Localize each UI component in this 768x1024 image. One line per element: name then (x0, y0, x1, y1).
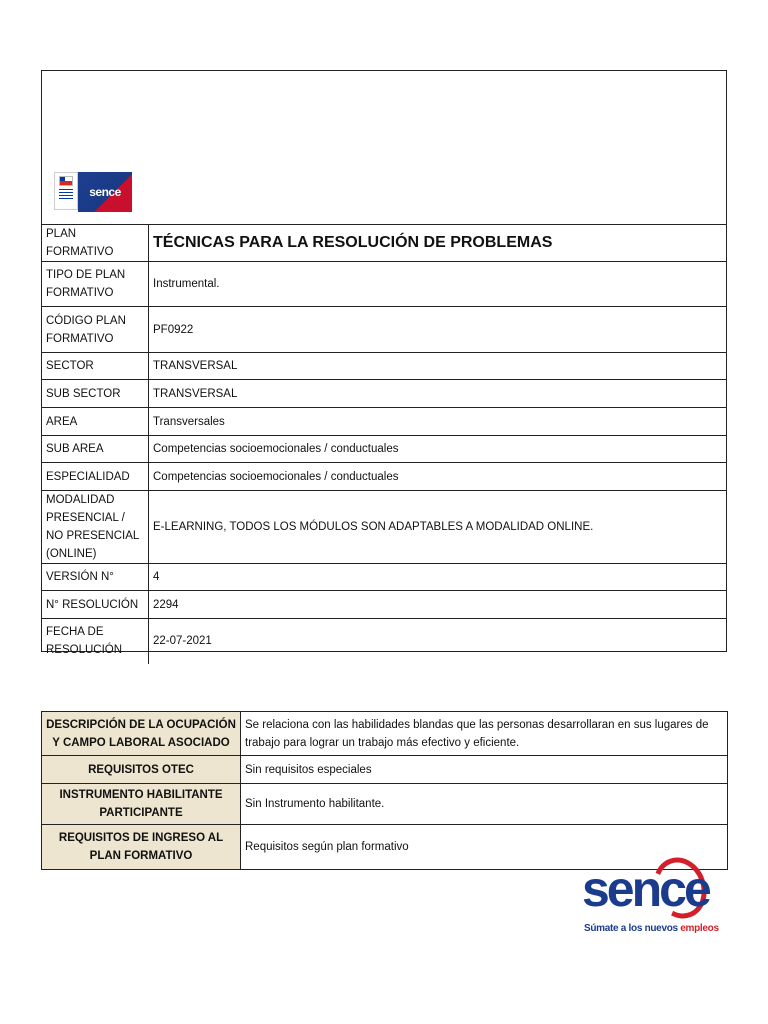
row-label: VERSIÓN N° (42, 564, 149, 591)
table-row (42, 408, 726, 436)
row-value: TRANSVERSAL (149, 353, 727, 380)
row-value: Competencias socioemocionales / conductuales (149, 463, 727, 491)
row-value: 22-07-2021 (149, 619, 727, 664)
detail-label: REQUISITOS OTEC (42, 756, 241, 784)
row-value: Instrumental. (149, 262, 727, 307)
row-label: SUB AREA (42, 436, 149, 463)
table-row (42, 491, 726, 564)
plan-info-table (42, 224, 726, 664)
sence-logo-large (580, 855, 719, 941)
detail-value: Se relaciona con las habilidades blandas que las personas desarrollaran en sus lugares de trabajo para lograr un trabajo más efectivo y eficiente. (241, 712, 728, 756)
row-value: E-LEARNING, TODOS LOS MÓDULOS SON ADAPTABLES A MODALIDAD ONLINE. (149, 491, 727, 564)
table-row (42, 353, 726, 380)
row-label: ESPECIALIDAD (42, 463, 149, 491)
sence-wordmark: sence (582, 861, 709, 917)
header-logos (54, 172, 132, 212)
row-label: N° RESOLUCIÓN (42, 591, 149, 619)
detail-value: Requisitos según plan formativo (241, 825, 728, 870)
sence-logo-small: sence (78, 172, 132, 212)
row-label: AREA (42, 408, 149, 436)
row-label: SUB SECTOR (42, 380, 149, 408)
detail-value: Sin requisitos especiales (241, 756, 728, 784)
table-row (42, 564, 726, 591)
plan-title: TÉCNICAS PARA LA RESOLUCIÓN DE PROBLEMAS (149, 225, 727, 262)
row-label: FECHA DE RESOLUCIÓN (42, 619, 149, 664)
table-row (42, 591, 726, 619)
table-row (42, 712, 728, 756)
government-logo-icon (54, 172, 78, 210)
row-value: Transversales (149, 408, 727, 436)
detail-value: Sin Instrumento habilitante. (241, 784, 728, 825)
detail-label: REQUISITOS DE INGRESO AL PLAN FORMATIVO (42, 825, 241, 870)
row-label: MODALIDAD PRESENCIAL / NO PRESENCIAL (ONLINE) (42, 491, 149, 564)
row-label: CÓDIGO PLAN FORMATIVO (42, 307, 149, 353)
table-row (42, 380, 726, 408)
table-row (42, 784, 728, 825)
details-table (41, 711, 728, 870)
table-row (42, 225, 726, 262)
row-value: 2294 (149, 591, 727, 619)
tagline-highlight: empleos (680, 923, 719, 934)
row-label: PLAN FORMATIVO (42, 225, 149, 262)
table-row (42, 436, 726, 463)
plan-info-frame (41, 70, 727, 657)
row-label: SECTOR (42, 353, 149, 380)
detail-label: INSTRUMENTO HABILITANTE PARTICIPANTE (42, 784, 241, 825)
sence-tagline (584, 923, 719, 934)
detail-label: DESCRIPCIÓN DE LA OCUPACIÓN Y CAMPO LABORAL ASOCIADO (42, 712, 241, 756)
table-row (42, 262, 726, 307)
row-value: TRANSVERSAL (149, 380, 727, 408)
row-value: Competencias socioemocionales / conductuales (149, 436, 727, 463)
row-value: PF0922 (149, 307, 727, 353)
table-row (42, 463, 726, 491)
table-row (42, 756, 728, 784)
row-label: TIPO DE PLAN FORMATIVO (42, 262, 149, 307)
table-row (42, 307, 726, 353)
table-row (42, 619, 726, 664)
tagline-prefix: Súmate a los nuevos (584, 923, 681, 934)
row-value: 4 (149, 564, 727, 591)
